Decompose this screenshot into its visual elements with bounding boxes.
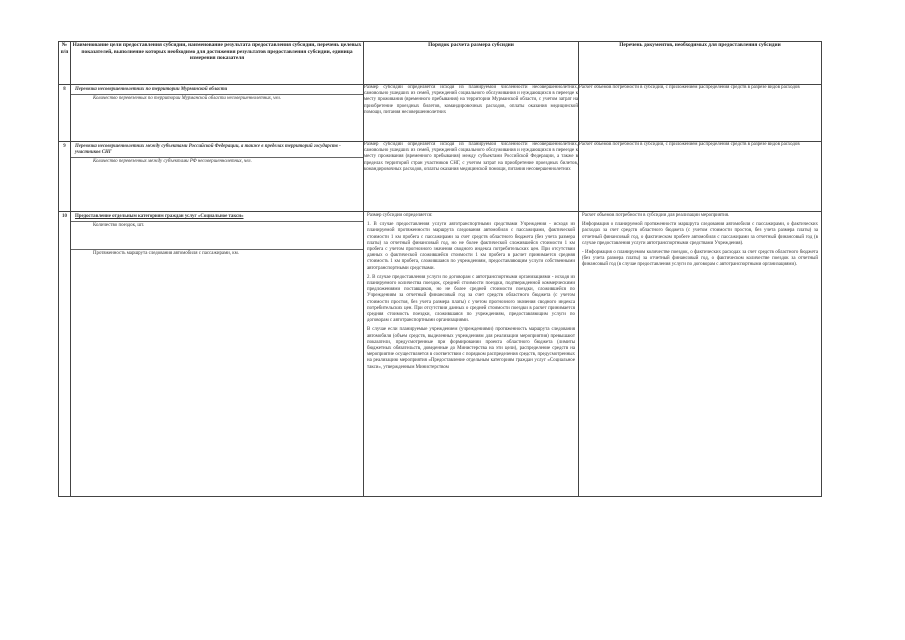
header-name: Наименование цели предоставления субсидии, наименование результата предоставления субсидии, перечень целевых показателей, выполнение которых необходимо для достижения результатов предоставления субсидии, единица измерения показателя [71, 42, 364, 85]
indicator-text: Протяженность маршрута следования автомобиля с пассажирами, км. [71, 249, 363, 259]
docs-paragraph: Расчет объемов потребности в субсидии для реализации мероприятия. [582, 213, 730, 218]
goal-text: Перевозка несовершеннолетних по территории Мурманской области [75, 87, 228, 92]
row-number: 9 [59, 142, 71, 212]
header-docs: Перечень документов, необходимых для предоставления субсидии [579, 42, 822, 85]
calc-paragraph: Размер субсидии определяется: [367, 213, 433, 218]
row-number: 8 [59, 85, 71, 142]
docs-cell: Расчет объемов потребности в субсидии, с приложением распределения средств в разрезе видов расходов [579, 85, 822, 142]
goal-cell [71, 212, 364, 497]
goal-text: Перевозка несовершеннолетних между субъектами Российской Федерации, а также в пределах территорий государств - участников СНГ [75, 144, 341, 156]
goal-cell [71, 142, 364, 212]
calc-cell: Размер субсидии определяется исходя из планируемой численности несовершеннолетних, самовольно ушедших из семей, учреждений социального обслуживания и нуждающихся в переезде к месту проживания (временного пребывания) между субъектами Российской Федерации, а также в пределах территорий стран участников СНГ, с учетом затрат на приобретение проездных билетов, командировочных расходов, оплаты оказания медицинской помощи, питания несовершеннолетних [364, 142, 579, 212]
calc-paragraph: В случае если планируемые учреждением (учреждениями) протяженность маршрута следования автомобиля (объем средств, выделенных учреждениям для реализации мероприятия) превышают показатели, предусмотренные при формировании проекта областного бюджета (лимиты бюджетных обязательств, доведенные до Министерства на эти цели), распределение средств на мероприятие осуществляется в соответствии с порядком распределения средств, предусмотренных на реализацию мероприятия «Предоставление отдельным категориям граждан услуг «Социальное такси», утвержденным Министерством [367, 327, 575, 370]
docs-cell: Расчет объемов потребности в субсидии, с приложением распределения средств в разрезе видов расходов [579, 142, 822, 212]
docs-paragraph: Информация о планируемой протяженности маршрута следования автомобиля с пассажирами, о фактических расходах за счет средств областного бюджета (с учетом стоимости простоя, без учета размера платы) за отчетный финансовый год, о фактическом пробеге автомобиля с пассажирами за отчетный финансовый год (в случае предоставления услуги автотранспортными средствами Учреждения). [582, 222, 818, 246]
goal-cell [71, 85, 364, 142]
docs-paragraph: - Информация о планируемом количестве поездок, о фактических расходах за счет средств областного бюджета (без учета размера платы) за отчетный финансовый год, о фактическом количестве поездок за отчетный финансовый год (в случае предоставления услуги по договорам с автотранспортными организациями). [582, 250, 818, 268]
table-row [59, 212, 822, 497]
calc-cell: Размер субсидии определяется исходя из планируемой численности несовершеннолетних, самовольно ушедших из семей, учреждений социального обслуживания и нуждающихся в переезде к месту проживания (временного пребывания) на территории Мурманской области, с учетом затрат на приобретение проездных билетов, командировочных расходов, оплаты оказания медицинской помощи, питания несовершеннолетних [364, 85, 579, 142]
row-number: 10 [59, 212, 71, 497]
calc-paragraph: 2. В случае предоставления услуги по договорам с автотранспортными организациями - исходя из планируемого количества поездок, средней стоимости поездки, подтвержденной коммерческими предложениями поставщиков, но не более средней стоимости поездки, сложившейся по Учреждениям за отчетный финансовый год за счет средств областного бюджета (с учетом стоимости простоя, без учета размера платы) с учетом прогнозного значения сводного индекса потребительских цен. При отсутствии данных о средней стоимости поездки в расчет принимается средняя стоимость поездки, сложившаяся по учреждениям, предоставляющим услуги по договорам с автотранспортными организациями. [367, 274, 575, 324]
indicator-text: Количество перевезенных между субъектами РФ несовершеннолетних, чел. [71, 157, 363, 167]
docs-cell [579, 212, 822, 497]
table-row [59, 142, 822, 212]
calc-paragraph: 1. В случае предоставления услуги автотранспортными средствами Учреждения - исходя из планируемой протяженности маршрута следования автомобиля с пассажирами, фактической стоимости 1 км пробега с пассажирами за счет средств областного бюджета (без учета размера платы) за отчетный финансовый год, но не более фактической сложившейся стоимости 1 км пробега с учетом прогнозного значения сводного индекса потребительских цен. При отсутствии данных о фактической сложившейся стоимости 1 км пробега в расчет принимается средняя стоимость 1 км пробега, сложившаяся по учреждениям, предоставляющим услуги собственными автотранспортными средствами. [367, 222, 575, 271]
header-num: № п/п [59, 42, 71, 85]
goal-text: Предоставление отдельным категориям граждан услуг «Социальное такси» [75, 214, 244, 219]
indicator-text: Количество поездок, шт. [71, 221, 363, 231]
calc-cell [364, 212, 579, 497]
subsidy-table [58, 41, 822, 497]
indicator-text: Количество перевезенных по территории Мурманской области несовершеннолетних, чел. [71, 94, 363, 104]
table-row [59, 85, 822, 142]
header-calc: Порядок расчета размера субсидии [364, 42, 579, 85]
table-header-row [59, 42, 822, 85]
